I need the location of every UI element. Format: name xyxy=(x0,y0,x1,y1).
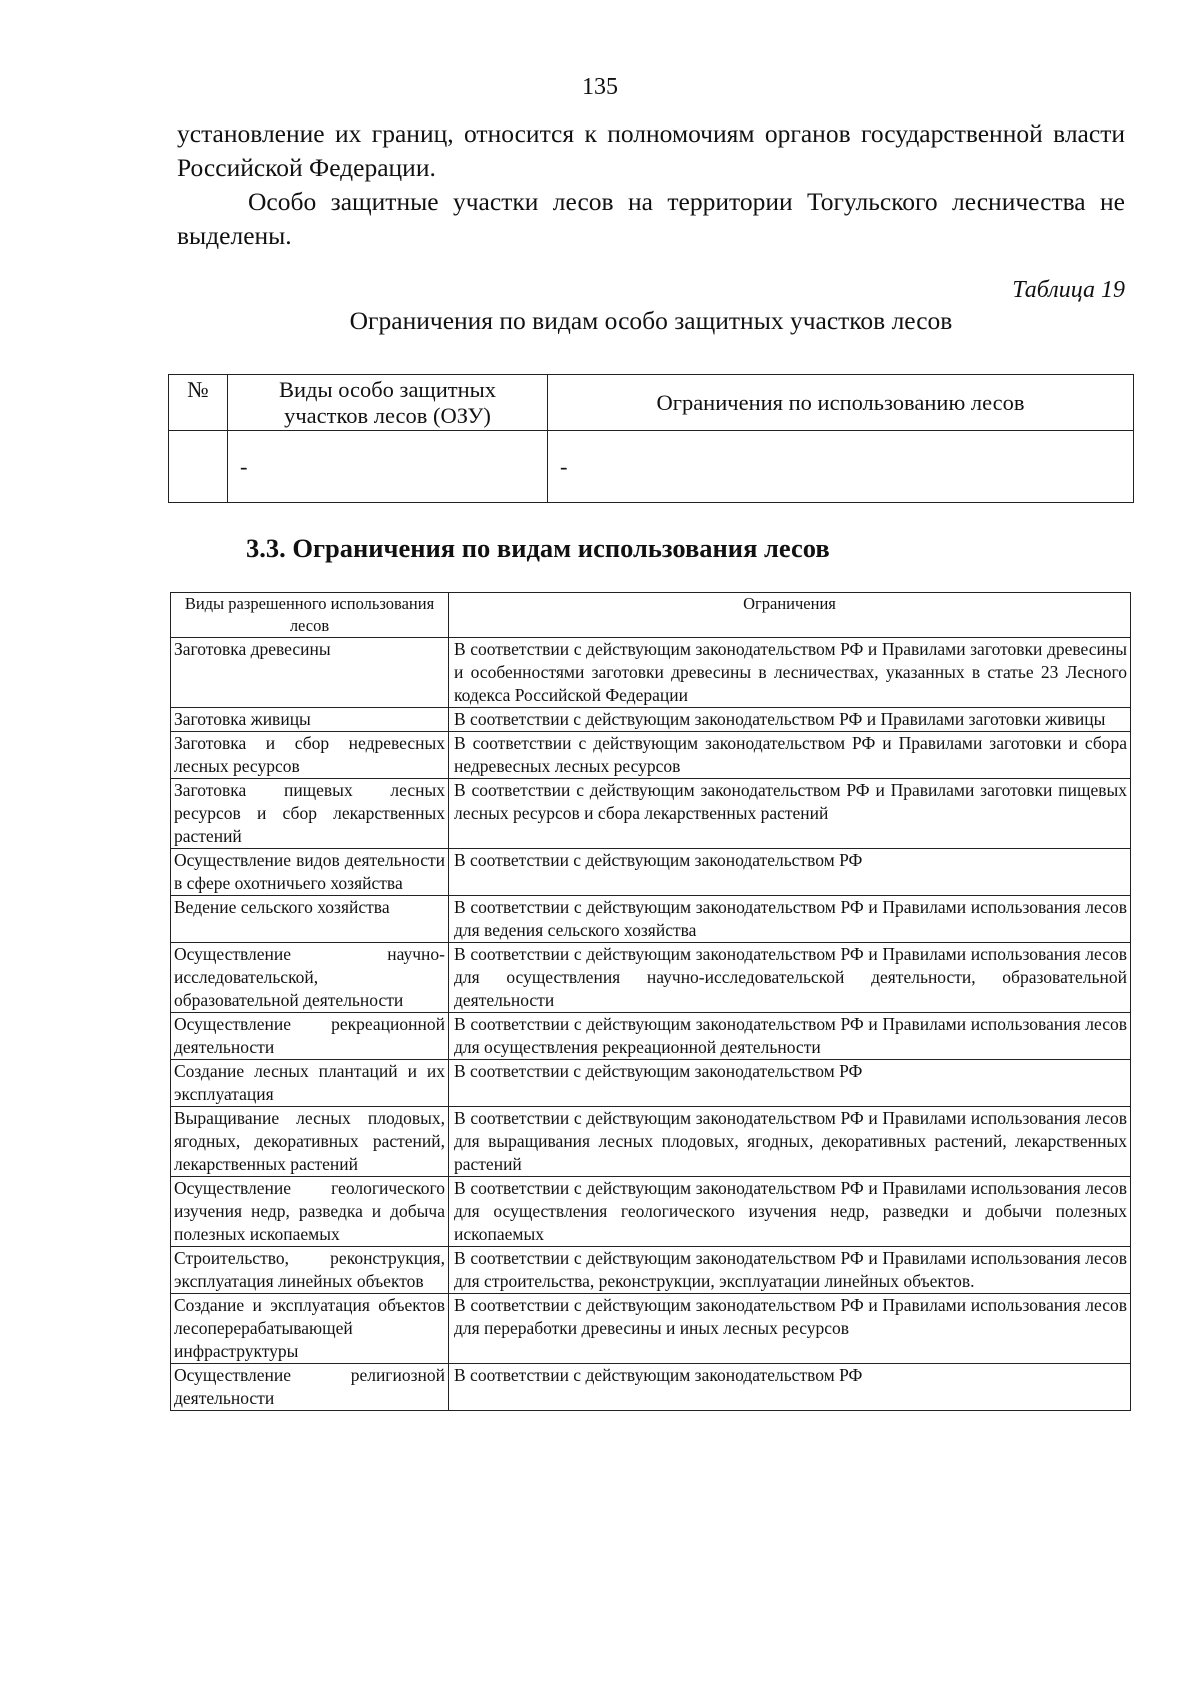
use-type-cell: Осуществление видов деятельности в сфере охотничьего хозяйства xyxy=(171,849,449,896)
use-type-cell: Выращивание лесных плодовых, ягодных, декоративных растений, лекарственных растений xyxy=(171,1107,449,1177)
table-header-row xyxy=(171,593,1131,638)
table-row xyxy=(171,779,1131,849)
forest-use-restrictions-table xyxy=(170,592,1131,1411)
restriction-cell: В соответствии с действующим законодательством РФ и Правилами заготовки живицы xyxy=(449,708,1131,732)
use-type-cell: Заготовка и сбор недревесных лесных ресурсов xyxy=(171,732,449,779)
use-type-cell: Заготовка живицы xyxy=(171,708,449,732)
table-row xyxy=(171,1294,1131,1364)
restriction-cell: В соответствии с действующим законодательством РФ xyxy=(449,849,1131,896)
table-19-cell-number xyxy=(169,431,228,503)
table-row xyxy=(171,708,1131,732)
table-row xyxy=(171,638,1131,708)
table-19-caption: Таблица 19 xyxy=(1012,277,1125,303)
table-row xyxy=(171,943,1131,1013)
restriction-cell: В соответствии с действующим законодательством РФ и Правилами заготовки древесины и особенностями заготовки древесины в лесничествах, указанных в статье 23 Лесного кодекса Российской Федерации xyxy=(449,638,1131,708)
restriction-cell: В соответствии с действующим законодательством РФ и Правилами использования лесов для выращивания лесных плодовых, ягодных, декоративных растений, лекарственных растений xyxy=(449,1107,1131,1177)
table-19-header-row xyxy=(169,375,1134,431)
table-19-header-number: № xyxy=(169,375,228,431)
table-row xyxy=(171,1107,1131,1177)
restriction-cell: В соответствии с действующим законодательством РФ и Правилами использования лесов для строительства, реконструкции, эксплуатации линейных объектов. xyxy=(449,1247,1131,1294)
table-row xyxy=(171,732,1131,779)
table-row xyxy=(171,896,1131,943)
restriction-cell: В соответствии с действующим законодательством РФ и Правилами использования лесов для осуществления геологического изучения недр, разведки и добычи полезных ископаемых xyxy=(449,1177,1131,1247)
use-type-cell: Создание и эксплуатация объектов лесоперерабатывающей инфраструктуры xyxy=(171,1294,449,1364)
table-19-title: Ограничения по видам особо защитных участков лесов xyxy=(349,306,953,335)
header-use-types: Виды разрешенного использования лесов xyxy=(171,593,449,638)
restriction-cell: В соответствии с действующим законодательством РФ и Правилами заготовки пищевых лесных ресурсов и сбора лекарственных растений xyxy=(449,779,1131,849)
use-type-cell: Создание лесных плантаций и их эксплуатация xyxy=(171,1060,449,1107)
restriction-cell: В соответствии с действующим законодательством РФ и Правилами использования лесов для переработки древесины и иных лесных ресурсов xyxy=(449,1294,1131,1364)
paragraph-authority: установление их границ, относится к полномочиям органов государственной власти Российской Федерации. xyxy=(177,119,1125,182)
table-row xyxy=(171,1247,1131,1294)
table-row xyxy=(171,849,1131,896)
use-type-cell: Осуществление рекреационной деятельности xyxy=(171,1013,449,1060)
restriction-cell: В соответствии с действующим законодательством РФ и Правилами использования лесов для осуществления рекреационной деятельности xyxy=(449,1013,1131,1060)
use-type-cell: Ведение сельского хозяйства xyxy=(171,896,449,943)
use-type-cell: Осуществление религиозной деятельности xyxy=(171,1364,449,1411)
table-row xyxy=(171,1013,1131,1060)
use-type-cell: Заготовка пищевых лесных ресурсов и сбор лекарственных растений xyxy=(171,779,449,849)
header-restrictions: Ограничения xyxy=(449,593,1131,638)
restriction-cell: В соответствии с действующим законодательством РФ xyxy=(449,1364,1131,1411)
restriction-cell: В соответствии с действующим законодательством РФ и Правилами использования лесов для ведения сельского хозяйства xyxy=(449,896,1131,943)
table-19-cell-restriction: - xyxy=(548,431,1134,503)
table-row xyxy=(171,1177,1131,1247)
use-type-cell: Заготовка древесины xyxy=(171,638,449,708)
table-19 xyxy=(168,374,1134,503)
page-number: 135 xyxy=(582,74,618,100)
use-type-cell: Строительство, реконструкция, эксплуатация линейных объектов xyxy=(171,1247,449,1294)
section-heading: 3.3. Ограничения по видам использования лесов xyxy=(246,533,830,563)
use-type-cell: Осуществление научно-исследовательской, образовательной деятельности xyxy=(171,943,449,1013)
restriction-cell: В соответствии с действующим законодательством РФ xyxy=(449,1060,1131,1107)
use-type-cell: Осуществление геологического изучения недр, разведка и добыча полезных ископаемых xyxy=(171,1177,449,1247)
table-row xyxy=(171,1364,1131,1411)
table-19-cell-type: - xyxy=(228,431,548,503)
table-19-row xyxy=(169,431,1134,503)
table-19-header-restrictions: Ограничения по использованию лесов xyxy=(548,375,1134,431)
restriction-cell: В соответствии с действующим законодательством РФ и Правилами использования лесов для осуществления научно-исследовательской деятельности, образовательной деятельности xyxy=(449,943,1131,1013)
table-row xyxy=(171,1060,1131,1107)
paragraph-protected-areas: Особо защитные участки лесов на территории Тогульского лесничества не выделены. xyxy=(177,187,1125,250)
table-19-header-types: Виды особо защитных участков лесов (ОЗУ) xyxy=(228,375,548,431)
restriction-cell: В соответствии с действующим законодательством РФ и Правилами заготовки и сбора недревесных лесных ресурсов xyxy=(449,732,1131,779)
